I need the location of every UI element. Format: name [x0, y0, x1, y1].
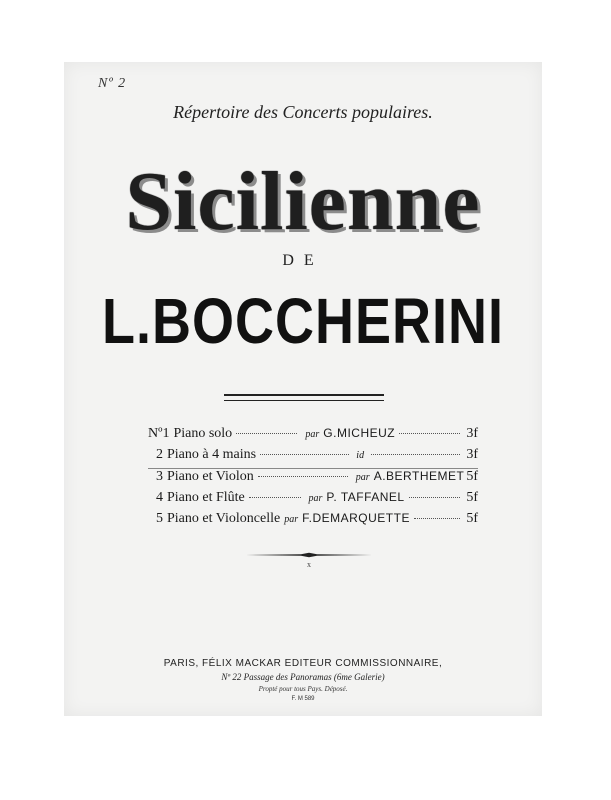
publisher-line: PARIS, FÉLIX MACKAR EDITEUR COMMISSIONNAIRE,: [163, 658, 443, 669]
edition-arranger: G.MICHEUZ: [323, 426, 396, 440]
dotted-leader: [399, 433, 460, 434]
ornamental-rule: [246, 552, 372, 558]
edition-row: [148, 490, 478, 511]
edition-arranger: F.DEMARQUETTE: [302, 511, 410, 525]
dotted-leader: [249, 497, 301, 498]
rights-notice: Propté pour tous Pays. Déposé.: [258, 685, 348, 693]
edition-row: [148, 511, 478, 532]
edition-instrument: Piano et Flûte: [167, 490, 245, 505]
dotted-leader: [371, 454, 460, 455]
edition-instrument: Piano à 4 mains: [167, 447, 257, 462]
plate-code: F. M 589: [291, 696, 315, 702]
edition-instrument: Piano solo: [173, 426, 233, 441]
publisher-address: Nº 22 Passage des Panoramas (6me Galerie): [221, 672, 385, 682]
dotted-leader: [236, 433, 297, 434]
edition-number: Nº1: [148, 426, 170, 441]
edition-instrument: Piano et Violon: [167, 469, 254, 484]
composer-name: L.BOCCHERINI: [102, 286, 504, 358]
ornament-mark: x: [307, 560, 311, 569]
edition-price: 5f: [466, 511, 478, 526]
double-rule-divider: [224, 394, 384, 401]
editions-list: [148, 426, 478, 532]
dotted-leader: [414, 518, 460, 519]
edition-par: par: [284, 514, 299, 525]
plate-number: Nº 2: [98, 76, 127, 91]
edition-number: 3: [156, 469, 163, 484]
dotted-leader: [409, 497, 461, 498]
edition-par: par: [308, 493, 323, 504]
edition-price: 3f: [466, 426, 479, 441]
edition-arranger: A.BERTHEMET: [373, 469, 465, 483]
edition-arranger: id: [356, 450, 365, 461]
edition-arranger: P. TAFFANEL: [326, 490, 405, 504]
edition-par: par: [355, 472, 370, 483]
work-title: Sicilienne: [125, 155, 481, 248]
edition-row: [148, 447, 478, 469]
edition-price: 5f: [466, 490, 478, 505]
score-cover-page: [64, 62, 542, 716]
edition-number: 2: [156, 447, 163, 462]
edition-row: [148, 426, 478, 447]
edition-row: [148, 469, 478, 490]
edition-price: 3f: [466, 447, 478, 462]
edition-instrument: Piano et Violoncelle: [167, 511, 281, 526]
title-connector: DE: [282, 252, 324, 269]
edition-number: 5: [156, 511, 163, 526]
edition-par: par: [305, 429, 320, 440]
dotted-leader: [258, 476, 348, 477]
edition-number: 4: [156, 490, 163, 505]
dotted-leader: [260, 454, 349, 455]
repertoire-heading: Répertoire des Concerts populaires.: [173, 102, 433, 122]
edition-price: 5f: [466, 469, 478, 484]
